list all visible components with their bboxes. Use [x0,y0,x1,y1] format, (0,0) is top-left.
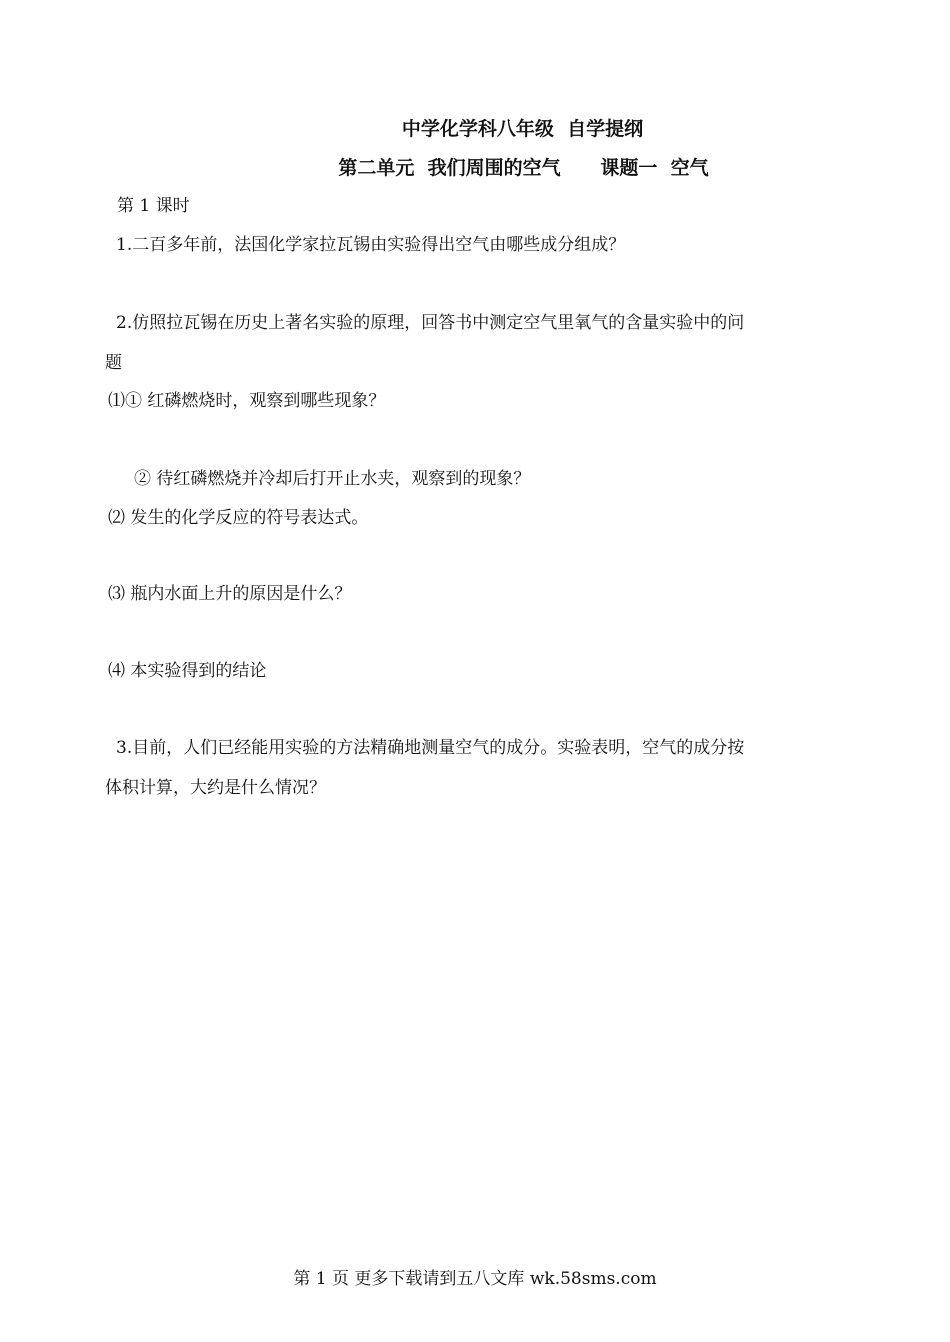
question-3-line-2: 体积计算，大约是什么情况？ [105,778,326,798]
question-1: 1.二百多年前，法国化学家拉瓦锡由实验得出空气由哪些成分组成？ [116,235,626,255]
question-2-2: ⑵ 发生的化学反应的符号表达式。 [108,508,369,528]
question-2-line-2: 题 [105,353,122,373]
page-footer: 第 1 页 更多下载请到五八文库 wk.58sms.com [293,1269,657,1289]
question-2-4: ⑷ 本实验得到的结论 [108,661,267,681]
document-subtitle: 第二单元 我们周围的空气 课题一 空气 [338,157,709,179]
question-2-line-1: 2.仿照拉瓦锡在历史上著名实验的原理，回答书中测定空气里氧气的含量实验中的问 [116,313,745,333]
question-3-line-1: 3.目前，人们已经能用实验的方法精确地测量空气的成分。实验表明，空气的成分按 [116,738,745,758]
lesson-label: 第 1 课时 [117,196,190,216]
question-2-1-b: ② 待红磷燃烧并冷却后打开止水夹，观察到的现象？ [134,469,531,489]
question-2-1-a: ⑴① 红磷燃烧时，观察到哪些现象？ [108,391,386,411]
document-title: 中学化学科八年级 自学提纲 [401,118,644,140]
question-2-3: ⑶ 瓶内水面上升的原因是什么？ [108,584,352,604]
